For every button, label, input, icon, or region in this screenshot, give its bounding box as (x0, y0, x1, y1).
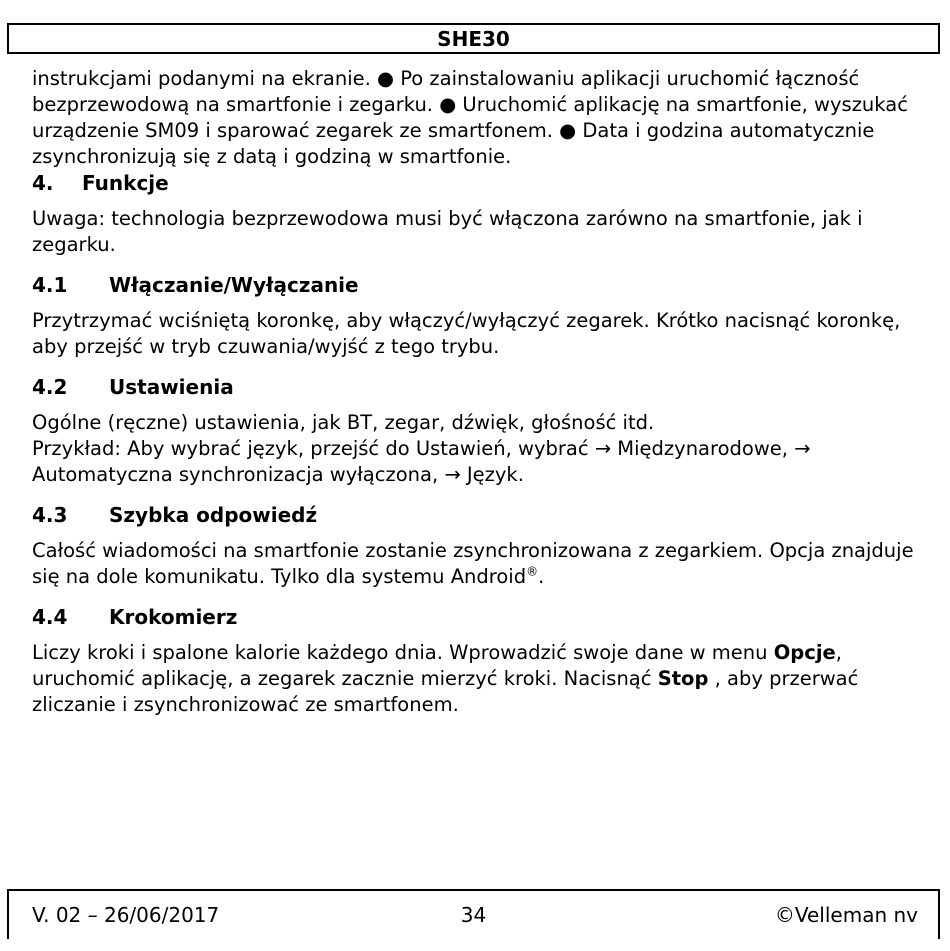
document-title: SHE30 (437, 27, 510, 51)
section-number: 4. (32, 171, 54, 195)
page-footer (7, 889, 940, 939)
section-heading-4-4 (32, 604, 927, 630)
section-4-2-line-1: Ogólne (ręczne) ustawienia, jak BT, zegar, dźwięk, głośność itd. (32, 411, 655, 434)
section-number: 4.2 (32, 375, 68, 399)
intro-paragraph: instrukcjami podanymi na ekranie. ● Po zainstalowaniu aplikacji uruchomić łączność bezprzewodową na smartfonie i zegarku. ● Uruchomić aplikację na smartfonie, wyszukać urządzenie SM09 i sparować zegarek ze smartfonem. ● Data i godzina automatycznie zsynchronizują się z datą i godziną w smartfonie. (32, 67, 908, 168)
section-4-3-end: . (538, 565, 545, 588)
section-4-4-text-a: Liczy kroki i spalone kalorie każdego dnia. Wprowadzić swoje dane w menu (32, 641, 774, 664)
registered-mark: ® (526, 564, 539, 579)
section-heading-4-1 (32, 272, 927, 298)
section-4-paragraph: Uwaga: technologia bezprzewodowa musi być włączona zarówno na smartfonie, jak i zegarku. (32, 207, 863, 256)
section-number: 4.4 (32, 605, 68, 629)
section-4-2-line-2: Przykład: Aby wybrać język, przejść do Ustawień, wybrać → Międzynarodowe, → Automatyczna synchronizacja wyłączona, → Język. (32, 437, 811, 486)
page-header (7, 23, 940, 54)
section-4-4-paragraph (32, 640, 927, 718)
footer-version: V. 02 – 26/06/2017 (32, 903, 220, 927)
page-content (32, 66, 927, 718)
section-heading-4-2 (32, 374, 927, 400)
section-4-4-text-c: , aby przerwać zliczanie i zsynchronizować ze smartfonem. (32, 667, 859, 716)
section-4-1-paragraph: Przytrzymać wciśniętą koronkę, aby włączyć/wyłączyć zegarek. Krótko nacisnąć koronkę, aby przejść w tryb czuwania/wyjść z tego trybu. (32, 309, 901, 358)
stop-term: Stop (657, 667, 709, 690)
section-4-4-text-b: , uruchomić aplikację, a zegarek zacznie mierzyć kroki. Nacisnąć (32, 641, 842, 690)
section-title: Szybka odpowiedź (109, 503, 318, 527)
section-4-3-text: Całość wiadomości na smartfonie zostanie zsynchronizowana z zegarkiem. Opcja znajduje się na dole komunikatu. Tylko dla systemu Android (32, 539, 914, 588)
section-4-3-paragraph (32, 538, 927, 590)
section-title: Funkcje (82, 171, 169, 195)
section-number: 4.1 (32, 273, 68, 297)
section-heading-4 (32, 170, 927, 196)
section-heading-4-3 (32, 502, 927, 528)
section-title: Krokomierz (109, 605, 238, 629)
section-number: 4.3 (32, 503, 68, 527)
section-title: Ustawienia (109, 375, 234, 399)
opcje-term: Opcje (773, 641, 836, 664)
footer-copyright: ©Velleman nv (774, 903, 918, 927)
footer-page-number: 34 (460, 903, 487, 927)
section-title: Włączanie/Wyłączanie (109, 273, 359, 297)
